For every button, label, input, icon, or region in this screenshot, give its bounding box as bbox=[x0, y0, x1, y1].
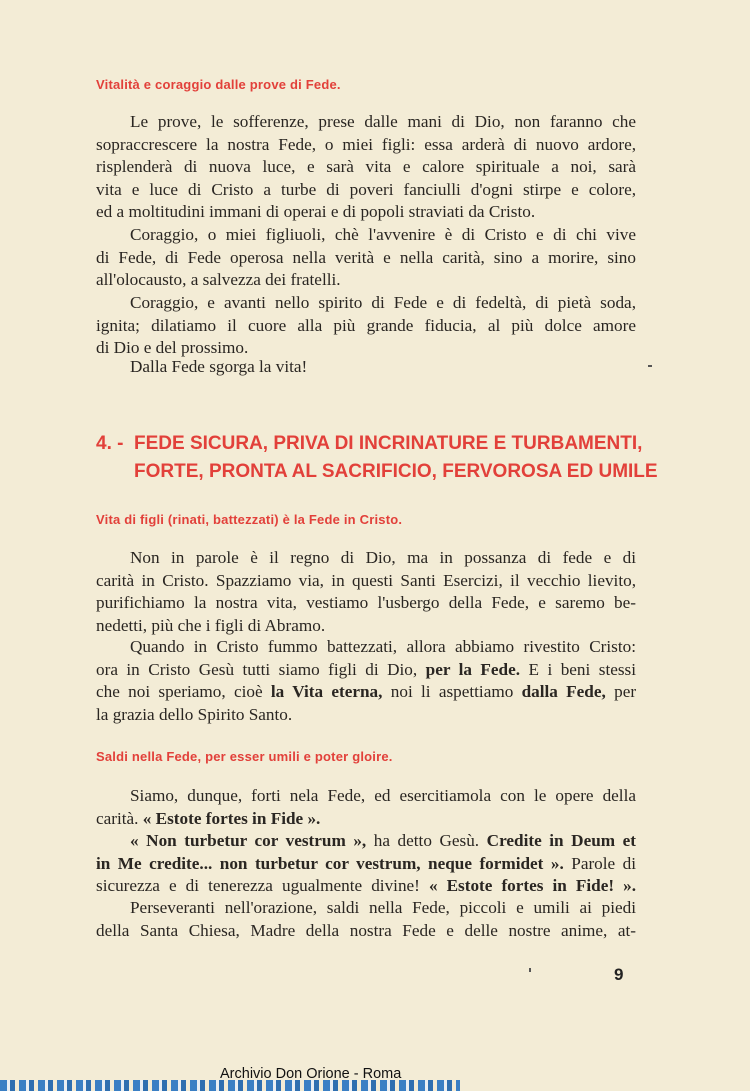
text-line: la grazia dello Spirito Santo. bbox=[96, 704, 293, 724]
archive-footer: Archivio Don Orione - Roma bbox=[220, 1066, 402, 1082]
section-title-line2: FORTE, PRONTA AL SACRIFICIO, FERVOROSA ED UMILE bbox=[134, 461, 658, 482]
text-line: nedetti, più che i figli di Abramo. bbox=[96, 615, 326, 635]
text-line: Dalla Fede sgorga la vita! bbox=[130, 357, 308, 376]
text-line: della Santa Chiesa, Madre della nostra Fede e delle nostre anime, at- bbox=[96, 920, 636, 940]
section-heading bbox=[96, 430, 656, 486]
text-line: di Dio e del prossimo. bbox=[96, 338, 249, 358]
paragraph-battezzati bbox=[96, 636, 636, 726]
text-line: sicurezza e di tenerezza ugualmente divine! « Estote fortes in Fide! ». bbox=[96, 876, 636, 896]
text-line: ignita; dilatiamo il cuore alla più grande fiducia, al più dolce amore bbox=[96, 315, 636, 335]
paragraph-regno bbox=[96, 547, 636, 637]
text-line: di Fede, di Fede operosa nella verità e nella carità, sino a morire, sino bbox=[96, 247, 636, 267]
paragraph-sgorga bbox=[96, 356, 636, 379]
text-line: Quando in Cristo fummo battezzati, allora abbiamo rivestito Cristo: bbox=[130, 637, 636, 656]
text-line: che noi speriamo, cioè la Vita eterna, noi li aspettiamo dalla Fede, per bbox=[96, 682, 637, 702]
text-line: Le prove, le sofferenze, prese dalle mani di Dio, non faranno che bbox=[130, 112, 636, 131]
section-number: 4. - bbox=[96, 433, 124, 454]
text-line: vita e luce di Cristo a turbe di poveri fanciulli d'ogni stirpe e colore, bbox=[96, 179, 636, 199]
text-line: Non in parole è il regno di Dio, ma in possanza di fede e di bbox=[130, 548, 636, 567]
subheading-vitalita: Vitalità e coraggio dalle prove di Fede. bbox=[96, 77, 341, 92]
text-line: Coraggio, o miei figliuoli, chè l'avvenire è di Cristo e di chi vive bbox=[130, 225, 636, 244]
subheading-vita-di-figli: Vita di figli (rinati, battezzati) è la Fede in Cristo. bbox=[96, 512, 403, 527]
paragraph-coraggio bbox=[96, 224, 636, 292]
page-number: 9 bbox=[614, 965, 624, 984]
paragraph-prove bbox=[96, 111, 636, 224]
text-line: Perseveranti nell'orazione, saldi nella Fede, piccoli e umili ai piedi bbox=[130, 898, 636, 917]
text-line: Siamo, dunque, forti nela Fede, ed esercitiamola con le opere della bbox=[130, 786, 636, 805]
text-line: in Me credite... non turbetur cor vestrum, neque formidet ». Parole di bbox=[96, 853, 637, 873]
paragraph-avanti bbox=[96, 292, 636, 360]
text-line: carità in Cristo. Spazziamo via, in questi Santi Esercizi, il vecchio lievito, bbox=[96, 570, 636, 590]
text-line: « Non turbetur cor vestrum », ha detto Gesù. Credite in Deum et bbox=[130, 831, 636, 850]
text-line: Coraggio, e avanti nello spirito di Fede e di fedeltà, di pietà soda, bbox=[130, 293, 636, 312]
text-line: sopraccrescere la nostra Fede, o miei figli: essa arderà di nuovo ardore, bbox=[96, 134, 636, 154]
text-line: purifichiamo la nostra vita, vestiamo l'usbergo della Fede, e saremo be- bbox=[96, 593, 636, 613]
paragraph-non-turbetur bbox=[96, 830, 636, 898]
print-speck bbox=[648, 365, 652, 367]
paragraph-perseveranti bbox=[96, 897, 636, 942]
text-line: ora in Cristo Gesù tutti siamo figli di Dio, per la Fede. E i beni stessi bbox=[96, 659, 637, 679]
paragraph-forti bbox=[96, 785, 636, 830]
subheading-saldi: Saldi nella Fede, per esser umili e poter gloire. bbox=[96, 749, 393, 764]
text-line: carità. « Estote fortes in Fide ». bbox=[96, 808, 321, 828]
text-line: risplenderà di nuova luce, e sarà vita e calore spirituale a noi, sarà bbox=[96, 157, 636, 177]
print-speck bbox=[529, 968, 531, 972]
text-line: ed a moltitudini immani di operai e di popoli straviati da Cristo. bbox=[96, 202, 536, 222]
section-title-line1: FEDE SICURA, PRIVA DI INCRINATURE E TURBAMENTI, bbox=[134, 433, 643, 454]
text-line: all'olocausto, a salvezza dei fratelli. bbox=[96, 270, 341, 290]
